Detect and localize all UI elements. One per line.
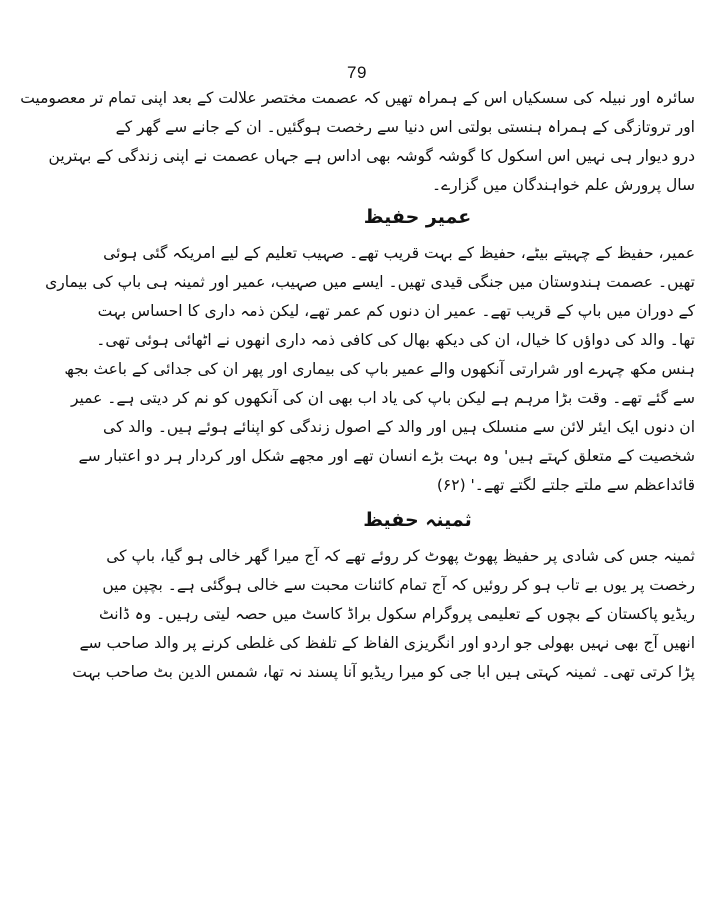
samina-paragraph xyxy=(72,542,695,687)
paragraph-line: درو دیوار ہی نہیں اس اسکول کا گوشہ گوشہ بھی اداس ہے جہاں عصمت نے اپنی زندگی کے بہترین xyxy=(48,147,695,165)
paragraph-line: سائرہ اور نبیلہ کی سسکیاں اس کے ہمراہ تھیں کہ عصمت مختصر علالت کے بعد اپنی تمام تر معصومیت xyxy=(20,89,695,107)
paragraph-line: تھیں۔ عصمت ہندوستان میں جنگی قیدی تھیں۔ ایسے میں صہیب، عمیر اور ثمینہ ہی باپ کی بیماری xyxy=(45,273,695,291)
section-heading-samina: ثمینہ حفیظ xyxy=(363,509,472,531)
paragraph-line: ہنس مکھ چہرے اور شرارتی آنکھوں والے عمیر باپ کی بیماری اور پھر ان کی جدائی کے باعث بجھ xyxy=(64,360,695,378)
paragraph-line: سال پرورش علم خواہندگان میں گزارے۔ xyxy=(431,176,695,194)
paragraph-line: ان دنوں ایک ایئر لائن سے منسلک ہیں اور والد کے اصول زندگی کو اپنائے ہوئے ہیں۔ والد کی xyxy=(103,418,695,436)
paragraph-line: ریڈیو پاکستان کے بچوں کے تعلیمی پروگرام سکول براڈ کاسٹ میں حصہ لیتی رہیں۔ وہ ڈانٹ xyxy=(98,605,695,623)
paragraph-line: رخصت پر یوں بے تاب ہو کر روئیں کہ آج تمام کائنات محبت سے خالی ہوگئی ہے۔ بچپن میں xyxy=(102,576,695,594)
umair-paragraph xyxy=(45,239,695,500)
paragraph-line: پڑا کرتی تھی۔ ثمینہ کہتی ہیں ابا جی کو میرا ریڈیو آنا پسند نہ تھا، شمس الدین بٹ صاحب بہت xyxy=(72,663,695,681)
paragraph-line: سے گئے تھے۔ وقت بڑا مرہم ہے لیکن باپ کی یاد اب بھی ان کی آنکھوں کو نم کر دیتی ہے۔ عمیر xyxy=(70,389,695,407)
paragraph-line: قائداعظم سے ملتے جلتے لگتے تھے۔' (۶۲) xyxy=(436,476,695,494)
section-heading-umair: عمیر حفیظ xyxy=(363,206,472,228)
paragraph-line: عمیر، حفیظ کے چہیتے بیٹے، حفیظ کے بہت قریب تھے۔ صہیب تعلیم کے لیے امریکہ گئی ہوئی xyxy=(103,244,695,262)
paragraph-line: انھیں آج بھی نہیں بھولی جو اردو اور انگریزی الفاظ کے تلفظ کی غلطی کرنے پر والد صاحب سے xyxy=(79,634,695,652)
paragraph-line: ثمینہ جس کی شادی پر حفیظ پھوٹ پھوٹ کر روئے تھے کہ آج میرا گھر خالی ہو گیا، باپ کی xyxy=(106,547,695,565)
paragraph-line: کے دوران میں باپ کے قریب تھے۔ عمیر ان دنوں کم عمر تھے، لیکن ذمہ داری کا احساس بہت xyxy=(97,302,695,320)
page-number: 79 xyxy=(347,63,367,82)
paragraph-line: تھا۔ والد کی دواؤں کا خیال، ان کی دیکھ بھال کی کافی ذمہ داری انھوں نے اٹھائی ہوئی تھی۔ xyxy=(96,331,695,349)
intro-paragraph xyxy=(20,84,695,200)
paragraph-line: اور تروتازگی کے ہمراہ ہنستی بولتی اس دنیا سے رخصت ہوگئیں۔ ان کے جانے سے گھر کے xyxy=(115,118,695,136)
paragraph-line: شخصیت کے متعلق کہتے ہیں' وہ بہت بڑے انسان تھے اور مجھے شکل اور کردار ہر دو اعتبار سے xyxy=(78,447,695,465)
